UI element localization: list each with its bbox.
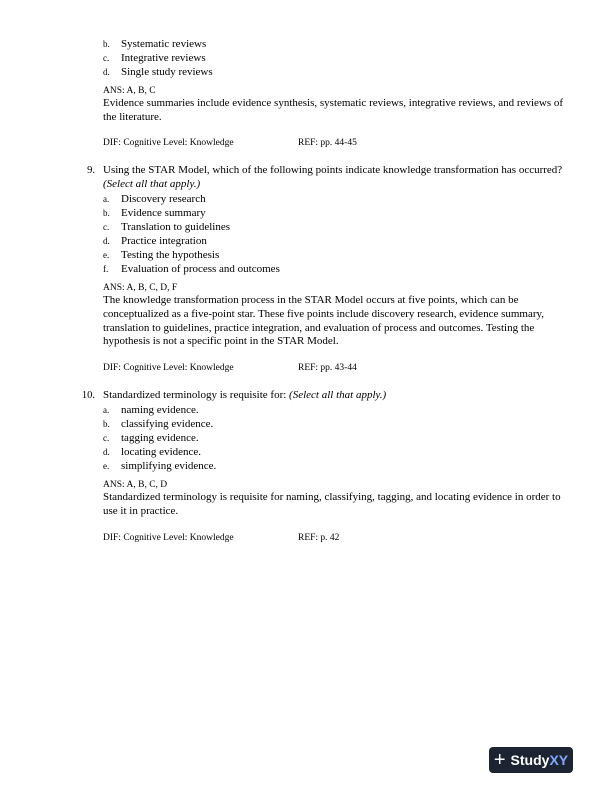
plus-icon: + [493, 749, 506, 771]
page-reference: REF: pp. 43-44 [298, 363, 357, 373]
brand-accent: XY [549, 752, 569, 768]
option-text: Practice integration [121, 235, 207, 247]
question-text: Using the STAR Model, which of the following points indicate knowledge transformation has occurred? [103, 164, 563, 176]
answer-key: ANS: A, B, C [103, 86, 156, 96]
list-item [103, 431, 199, 446]
option-letter: a. [103, 405, 110, 415]
list-item [103, 459, 216, 474]
difficulty-reference [103, 138, 357, 148]
option-text: Translation to guidelines [121, 221, 230, 233]
question-stem [103, 389, 573, 403]
option-letter: c. [103, 433, 110, 443]
option-letter: b. [103, 208, 110, 218]
option-letter: b. [103, 39, 110, 49]
list-item [103, 206, 206, 221]
option-text: tagging evidence. [121, 432, 199, 444]
difficulty-reference [103, 363, 357, 373]
difficulty-label: DIF: Cognitive Level: Knowledge [103, 138, 234, 148]
option-text: naming evidence. [121, 404, 199, 416]
list-item [103, 65, 213, 80]
option-text: locating evidence. [121, 446, 202, 458]
question-instruction: (Select all that apply.) [289, 389, 387, 401]
list-item [103, 37, 206, 52]
list-item [103, 403, 199, 418]
answer-key: ANS: A, B, C, D, F [103, 283, 178, 293]
question-number: 10. [81, 390, 95, 401]
question-instruction: (Select all that apply.) [103, 177, 201, 190]
question-stem [103, 164, 573, 192]
option-text: Evidence summary [121, 207, 206, 219]
difficulty-label: DIF: Cognitive Level: Knowledge [103, 363, 234, 373]
difficulty-reference [103, 533, 340, 543]
option-letter: d. [103, 447, 110, 457]
list-item [103, 248, 219, 263]
brand-main: Study [510, 752, 550, 768]
option-letter: d. [103, 236, 110, 246]
answer-explanation: Evidence summaries include evidence synthesis, systematic reviews, integrative reviews, and reviews of the literature. [103, 97, 564, 123]
option-letter: c. [103, 222, 110, 232]
option-letter: a. [103, 194, 110, 204]
option-letter: e. [103, 461, 110, 471]
list-item [103, 417, 213, 432]
studyxy-logo[interactable] [489, 747, 573, 773]
option-text: simplifying evidence. [121, 460, 217, 472]
answer-explanation: Standardized terminology is requisite for naming, classifying, tagging, and locating evidence in order to use it in practice. [103, 491, 561, 517]
answer-key: ANS: A, B, C, D [103, 480, 168, 490]
list-item [103, 220, 230, 235]
option-letter: c. [103, 53, 110, 63]
list-item [103, 51, 206, 66]
difficulty-label: DIF: Cognitive Level: Knowledge [103, 533, 234, 543]
option-letter: e. [103, 250, 110, 260]
option-text: Testing the hypothesis [121, 249, 220, 261]
option-text: Evaluation of process and outcomes [121, 263, 280, 275]
question-text: Standardized terminology is requisite for: [103, 389, 287, 401]
page-reference: REF: pp. 44-45 [298, 138, 357, 148]
option-letter: d. [103, 67, 110, 77]
list-item [103, 192, 206, 207]
option-text: Single study reviews [121, 66, 213, 78]
option-text: Integrative reviews [121, 52, 206, 64]
list-item [103, 262, 280, 277]
option-letter: b. [103, 419, 110, 429]
option-text: Discovery research [121, 193, 206, 205]
question-number: 9. [87, 165, 95, 176]
list-item [103, 445, 201, 460]
option-text: classifying evidence. [121, 418, 214, 430]
option-letter: f. [103, 264, 109, 274]
option-text: Systematic reviews [121, 38, 207, 50]
page-reference: REF: p. 42 [298, 533, 340, 543]
answer-explanation: The knowledge transformation process in the STAR Model occurs at five points, which can be conceptualized as a five-point star. These five points include discovery research, evidence summary, translation to guidelines, practice integration, and evaluation of process and outcomes. Testing the hypothesis is not a specific point in the STAR Model. [103, 294, 545, 348]
list-item [103, 234, 207, 249]
